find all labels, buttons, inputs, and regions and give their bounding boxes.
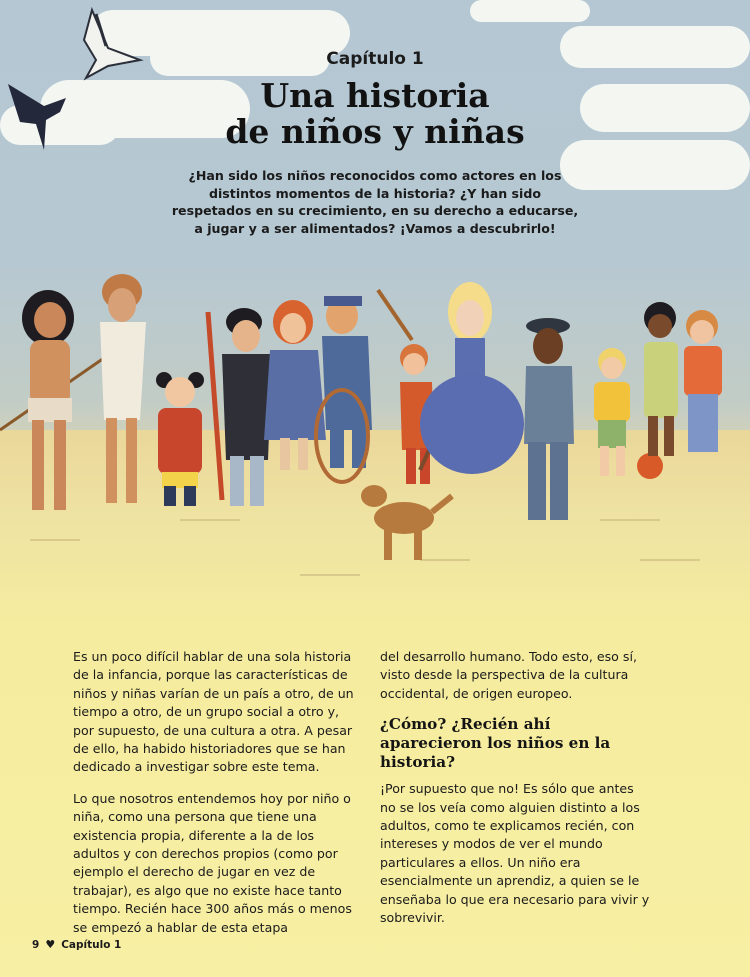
heart-icon: ♥ bbox=[45, 938, 56, 951]
child-figure bbox=[156, 372, 204, 506]
title-line: Una historia bbox=[260, 76, 490, 115]
intro-paragraph: ¿Han sido los niños reconocidos como actores en los distintos momentos de la historia? ¿Y han sido respetados en su crecimiento, en su derecho a educarse, a jugar y a ser alimentados? ¡Vamos a descubrirlo! bbox=[171, 168, 579, 236]
dog-figure bbox=[361, 485, 452, 560]
footer-chapter: Capítulo 1 bbox=[61, 938, 122, 951]
left-text-column bbox=[73, 648, 358, 937]
body-paragraph: Es un poco difícil hablar de una sola historia de la infancia, porque las características de niños y niñas varían de un país a otro, de un tiempo a otro, de un grupo social a otro y, por supuesto, de una cultura a otra. A pesar de ello, ha habido historiadores que se han dedicado a investigar sobre este tema. bbox=[73, 649, 354, 775]
section-subheading: ¿Cómo? ¿Recién ahí aparecieron los niños en la historia? bbox=[380, 715, 611, 772]
body-paragraph: ¡Por supuesto que no! Es sólo que antes no se los veía como alguien distinto a los adultos, como te explicamos recién, con intereses y modos de ver el mundo particulares a ellos. Un niño era esencialmente un aprendiz, a quien se le enseñaba lo que era necesario para vivir y sobrevivir. bbox=[380, 781, 650, 926]
chapter-label: Capítulo 1 bbox=[326, 49, 424, 69]
body-paragraph: del desarrollo humano. Todo esto, eso sí, visto desde la perspectiva de la cultura occidental, de origen europeo. bbox=[380, 649, 637, 701]
child-figure bbox=[316, 290, 412, 482]
child-figure bbox=[208, 308, 272, 506]
child-figure bbox=[644, 302, 722, 456]
page-footer bbox=[32, 938, 121, 951]
ground-texture bbox=[30, 520, 700, 575]
title-line: de niños y niñas bbox=[225, 112, 525, 151]
page-title bbox=[0, 78, 750, 150]
page-number: 9 bbox=[32, 938, 40, 951]
child-figure bbox=[100, 274, 146, 503]
child-figure bbox=[420, 282, 524, 474]
body-paragraph: Lo que nosotros entendemos hoy por niño o niña, como una persona que tiene una existencia propia, diferente a la de los adultos y con derechos propios (como por ejemplo el derecho de jugar en vez de trabajar), es algo que no existe hace tanto tiempo. Recién hace 300 años más o menos se empezó a hablar de esta etapa bbox=[73, 790, 352, 935]
child-figure bbox=[524, 318, 574, 520]
right-text-column bbox=[380, 648, 650, 927]
